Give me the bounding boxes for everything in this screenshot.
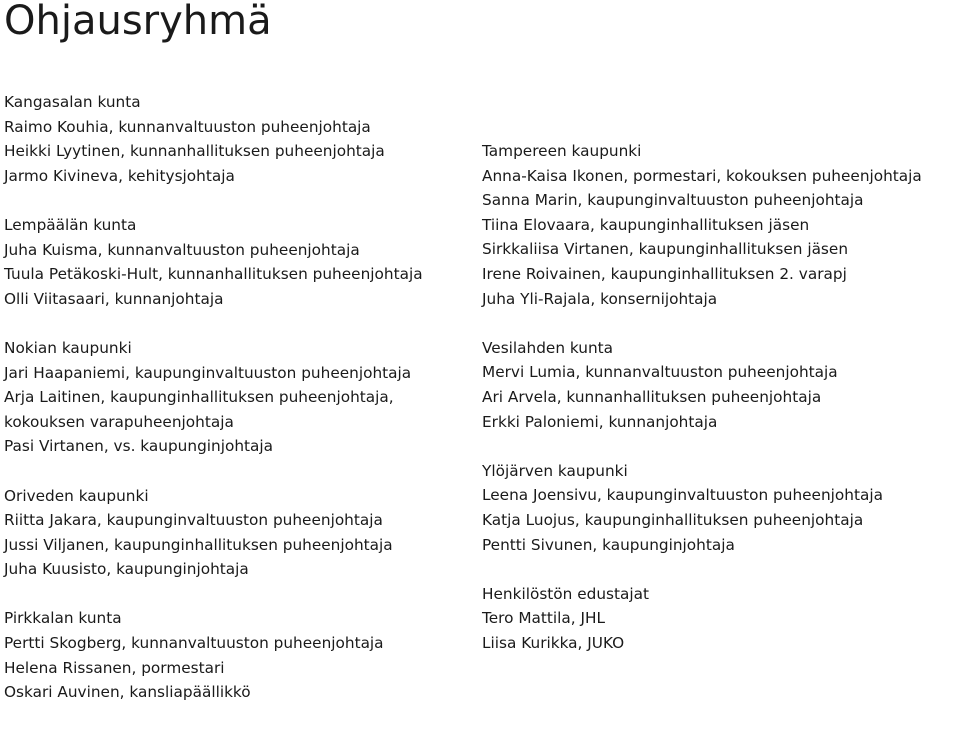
member-line: Jarmo Kivineva, kehitysjohtaja (4, 166, 235, 185)
member-line: Riitta Jakara, kaupunginvaltuuston puheenjohtaja (4, 511, 383, 530)
group-staff-representatives (482, 582, 957, 656)
group-heading: Pirkkalan kunta (4, 609, 122, 628)
member-line: Mervi Lumia, kunnanvaltuuston puheenjohtaja (482, 363, 838, 382)
group-heading: Henkilöstön edustajat (482, 584, 649, 603)
group-orivesi (4, 484, 479, 582)
member-line: Ari Arvela, kunnanhallituksen puheenjohtaja (482, 387, 822, 406)
member-line: Jussi Viljanen, kaupunginhallituksen puheenjohtaja (4, 535, 393, 554)
member-line: Tuula Petäkoski-Hult, kunnanhallituksen puheenjohtaja (4, 265, 423, 284)
group-heading: Vesilahden kunta (482, 338, 614, 357)
member-line: Heikki Lyytinen, kunnanhallituksen puheenjohtaja (4, 142, 385, 161)
group-heading: Nokian kaupunki (4, 338, 132, 357)
group-heading: Lempäälän kunta (4, 215, 137, 234)
member-line: Tiina Elovaara, kaupunginhallituksen jäsen (482, 215, 810, 234)
group-heading: Tampereen kaupunki (482, 142, 642, 160)
member-line: Anna-Kaisa Ikonen, pormestari, kokouksen puheenjohtaja (482, 166, 922, 185)
member-line: Helena Rissanen, pormestari (4, 658, 225, 677)
right-column (482, 139, 957, 680)
group-kangasala (4, 90, 479, 188)
member-line: Irene Roivainen, kaupunginhallituksen 2. varapj (482, 264, 847, 283)
group-heading: Oriveden kaupunki (4, 486, 149, 505)
group-heading: Kangasalan kunta (4, 93, 141, 111)
page-title: Ohjausryhmä (4, 0, 272, 44)
member-line: Sirkkaliisa Virtanen, kaupunginhallituksen jäsen (482, 240, 849, 259)
group-pirkkala (4, 606, 479, 704)
group-heading: Ylöjärven kaupunki (482, 461, 628, 480)
group-lempaala (4, 213, 479, 311)
member-line: Pertti Skogberg, kunnanvaltuuston puheenjohtaja (4, 634, 384, 653)
member-line: Olli Viitasaari, kunnanjohtaja (4, 289, 224, 308)
member-line: Jari Haapaniemi, kaupunginvaltuuston puheenjohtaja (4, 363, 412, 382)
group-nokia (4, 336, 479, 459)
member-line: Liisa Kurikka, JUKO (482, 633, 625, 652)
left-column (4, 90, 479, 729)
member-line: Katja Luojus, kaupunginhallituksen puheenjohtaja (482, 510, 864, 529)
member-line: Juha Yli-Rajala, konsernijohtaja (482, 289, 718, 308)
member-line: Raimo Kouhia, kunnanvaltuuston puheenjohtaja (4, 117, 371, 136)
member-line: kokouksen varapuheenjohtaja (4, 412, 234, 431)
group-vesilahti (482, 336, 957, 434)
group-ylojarvi (482, 459, 957, 557)
member-line: Leena Joensivu, kaupunginvaltuuston puheenjohtaja (482, 486, 883, 505)
group-tampere (482, 139, 957, 311)
member-line: Juha Kuusisto, kaupunginjohtaja (4, 560, 249, 579)
member-line: Tero Mattila, JHL (482, 609, 606, 628)
member-line: Erkki Paloniemi, kunnanjohtaja (482, 412, 718, 431)
member-line: Arja Laitinen, kaupunginhallituksen puheenjohtaja, (4, 388, 394, 407)
member-line: Pentti Sivunen, kaupunginjohtaja (482, 535, 735, 554)
member-line: Oskari Auvinen, kansliapäällikkö (4, 683, 251, 702)
member-line: Pasi Virtanen, vs. kaupunginjohtaja (4, 437, 274, 456)
member-line: Juha Kuisma, kunnanvaltuuston puheenjohtaja (4, 240, 360, 259)
member-line: Sanna Marin, kaupunginvaltuuston puheenjohtaja (482, 191, 864, 210)
